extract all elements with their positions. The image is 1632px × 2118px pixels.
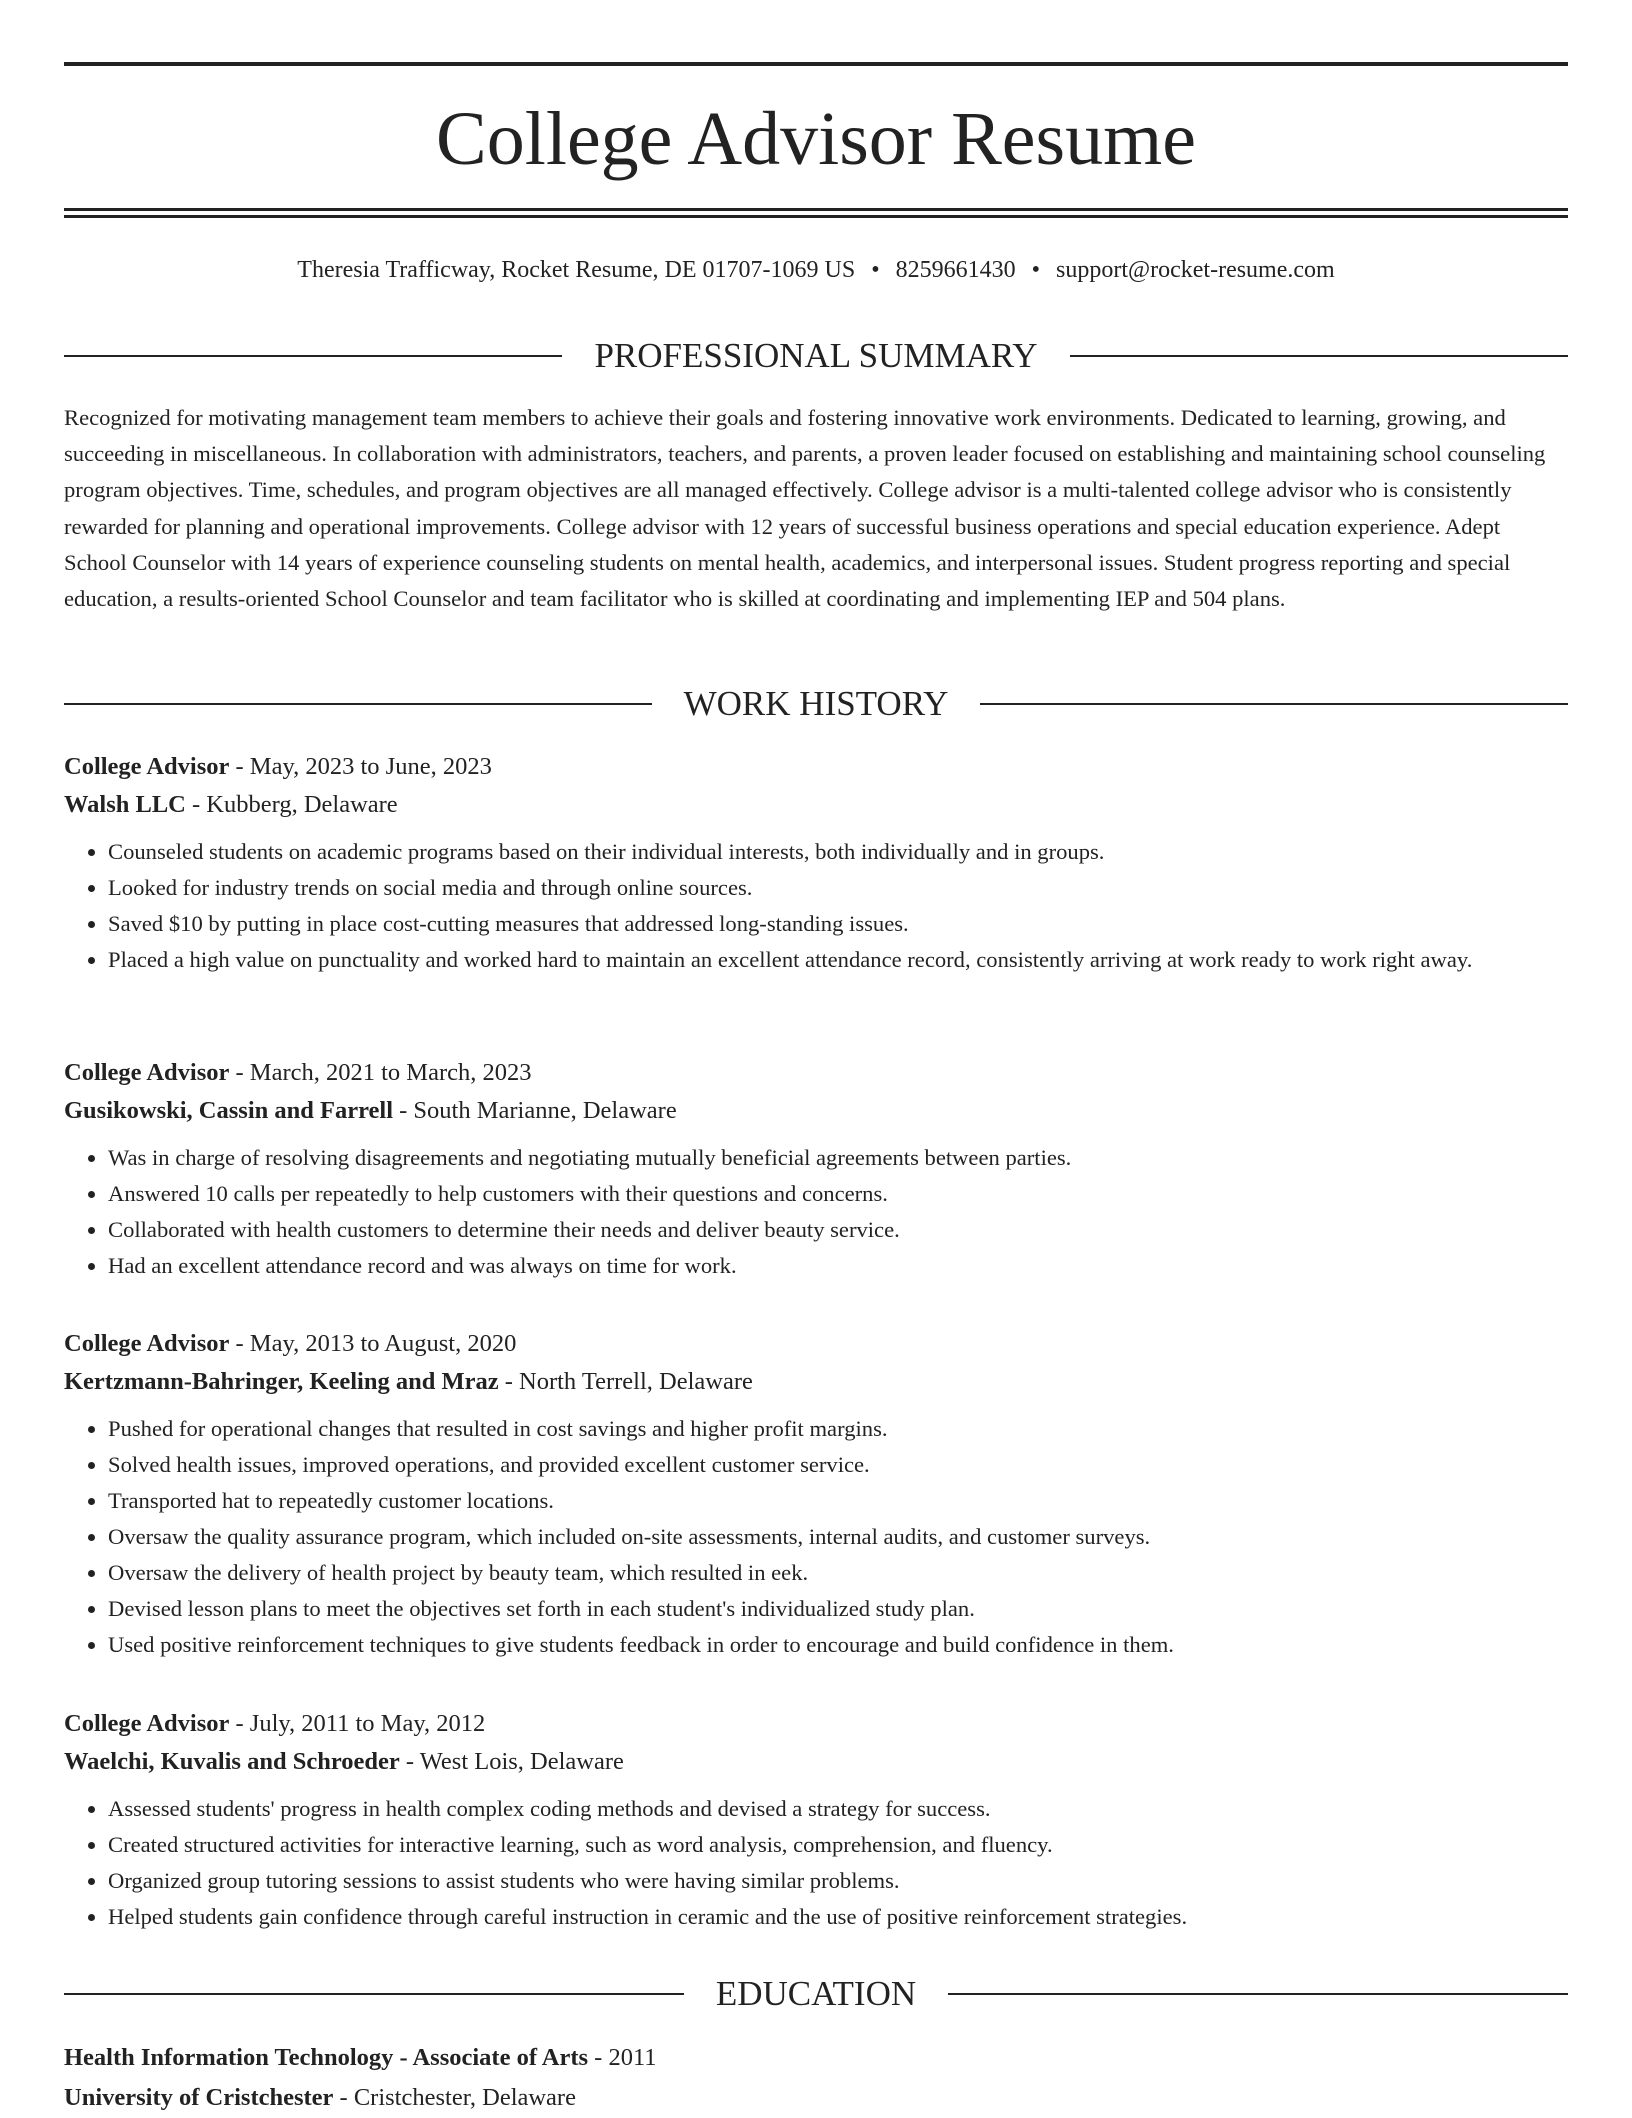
job-title: College Advisor: [64, 1330, 230, 1357]
job-entry: [64, 1325, 1568, 1663]
job-bullet: • Had an excellent attendance record and was always on time for work.: [108, 1248, 1568, 1284]
job-title-line: [64, 748, 1568, 786]
job-entry: [64, 1054, 1568, 1284]
education-year: - 2011: [588, 2044, 657, 2071]
job-entry: [64, 1705, 1568, 1935]
job-company: Waelchi, Kuvalis and Schroeder: [64, 1748, 400, 1775]
job-bullet: • Solved health issues, improved operations, and provided excellent customer service.: [108, 1447, 1568, 1483]
education-degree-line: [64, 2038, 1568, 2078]
heading-rule-left: [64, 1993, 684, 1995]
job-location: - North Terrell, Delaware: [498, 1368, 753, 1395]
job-company-line: [64, 1092, 1568, 1130]
job-bullet: • Oversaw the quality assurance program, which included on-site assessments, internal audits, and customer surveys.: [108, 1519, 1568, 1555]
job-bullet: • Answered 10 calls per repeatedly to help customers with their questions and concerns.: [108, 1176, 1568, 1212]
job-company-line: [64, 1743, 1568, 1781]
job-bullets: [64, 834, 1568, 978]
heading-rule-left: [64, 355, 562, 357]
job-entry: [64, 748, 1568, 978]
education-heading: [64, 1972, 1568, 2016]
heading-rule-left: [64, 703, 652, 705]
summary-text: Recognized for motivating management team members to achieve their goals and fostering innovative work environments. Dedicated to learning, growing, and succeeding in miscellaneous. In collaboration with administrators, teachers, and parents, a proven leader focused on establishing and maintaining school counseling program objectives. Time, schedules, and program objectives are all managed effectively. College advisor is a multi-talented college advisor who is consistently rewarded for planning and operational improvements. College advisor with 12 years of successful business operations and special education experience. Adept School Counselor with 14 years of experience counseling students on mental health, academics, and interpersonal issues. Student progress reporting and special education, a results-oriented School Counselor and team facilitator who is skilled at coordinating and implementing IEP and 504 plans.: [64, 405, 1546, 612]
heading-rule-right: [1070, 355, 1568, 357]
job-bullet: • Oversaw the delivery of health project by beauty team, which resulted in eek.: [108, 1555, 1568, 1591]
job-bullet: • Was in charge of resolving disagreements and negotiating mutually beneficial agreements between parties.: [108, 1140, 1568, 1176]
job-bullet: • Counseled students on academic programs based on their individual interests, both individually and in groups.: [108, 834, 1568, 870]
education-degree: Health Information Technology - Associate of Arts: [64, 2044, 589, 2071]
job-bullet: • Saved $10 by putting in place cost-cutting measures that addressed long-standing issues.: [108, 906, 1568, 942]
job-bullet: • Used positive reinforcement techniques to give students feedback in order to encourage and build confidence in them.: [108, 1627, 1568, 1663]
heading-rule-right: [980, 703, 1568, 705]
job-location: - West Lois, Delaware: [399, 1748, 624, 1775]
resume-title: College Advisor Resume: [436, 97, 1196, 181]
title-rule-upper: [64, 208, 1568, 211]
job-bullet: • Created structured activities for interactive learning, such as word analysis, comprehension, and fluency.: [108, 1827, 1568, 1863]
title-rule-lower: [64, 215, 1568, 218]
job-dates: - July, 2011 to May, 2012: [229, 1710, 486, 1737]
work-history-heading-label: WORK HISTORY: [683, 684, 949, 723]
education-heading-label: EDUCATION: [715, 1974, 917, 2013]
contact-email: support@rocket-resume.com: [1056, 257, 1335, 283]
job-company-line: [64, 1363, 1568, 1401]
education-location: - Cristchester, Delaware: [333, 2084, 576, 2111]
job-bullet: • Pushed for operational changes that resulted in cost savings and higher profit margins.: [108, 1411, 1568, 1447]
summary-heading-label: PROFESSIONAL SUMMARY: [594, 336, 1038, 375]
job-title-line: [64, 1054, 1568, 1092]
education-school: University of Cristchester: [64, 2084, 334, 2111]
contact-address: Theresia Trafficway, Rocket Resume, DE 01707-1069 US: [297, 257, 856, 283]
contact-separator: •: [871, 257, 880, 283]
work-history-heading: [64, 682, 1568, 726]
heading-rule-right: [948, 1993, 1568, 1995]
job-dates: - March, 2021 to March, 2023: [229, 1059, 532, 1086]
job-location: - South Marianne, Delaware: [393, 1097, 677, 1124]
top-rule: [64, 62, 1568, 66]
job-company: Kertzmann-Bahringer, Keeling and Mraz: [64, 1368, 499, 1395]
job-bullets: [64, 1140, 1568, 1284]
job-company: Walsh LLC: [64, 791, 186, 818]
job-bullet: • Devised lesson plans to meet the objectives set forth in each student's individualized study plan.: [108, 1591, 1568, 1627]
contact-line: [64, 254, 1568, 286]
job-title-line: [64, 1325, 1568, 1363]
job-company: Gusikowski, Cassin and Farrell: [64, 1097, 394, 1124]
job-title: College Advisor: [64, 1710, 230, 1737]
job-bullet: • Looked for industry trends on social media and through online sources.: [108, 870, 1568, 906]
job-title-line: [64, 1705, 1568, 1743]
summary-heading: [64, 334, 1568, 378]
job-dates: - May, 2023 to June, 2023: [229, 753, 492, 780]
job-bullet: • Helped students gain confidence through careful instruction in ceramic and the use of positive reinforcement strategies.: [108, 1899, 1568, 1935]
job-bullet: • Assessed students' progress in health complex coding methods and devised a strategy for success.: [108, 1791, 1568, 1827]
job-title: College Advisor: [64, 753, 230, 780]
contact-separator: •: [1031, 257, 1041, 283]
job-dates: - May, 2013 to August, 2020: [229, 1330, 517, 1357]
job-title: College Advisor: [64, 1059, 230, 1086]
job-bullet: • Collaborated with health customers to determine their needs and deliver beauty service.: [108, 1212, 1568, 1248]
job-bullets: [64, 1411, 1568, 1663]
job-company-line: [64, 786, 1568, 824]
job-bullets: [64, 1791, 1568, 1935]
education-school-line: [64, 2078, 1568, 2118]
job-bullet: • Organized group tutoring sessions to assist students who were having similar problems.: [108, 1863, 1568, 1899]
job-bullet: • Transported hat to repeatedly customer locations.: [108, 1483, 1568, 1519]
job-location: - Kubberg, Delaware: [185, 791, 398, 818]
education-entry: [64, 2038, 1568, 2118]
job-bullet: • Placed a high value on punctuality and worked hard to maintain an excellent attendance record, consistently arriving at work ready to work right away.: [108, 942, 1568, 978]
contact-phone: 8259661430: [895, 257, 1016, 283]
